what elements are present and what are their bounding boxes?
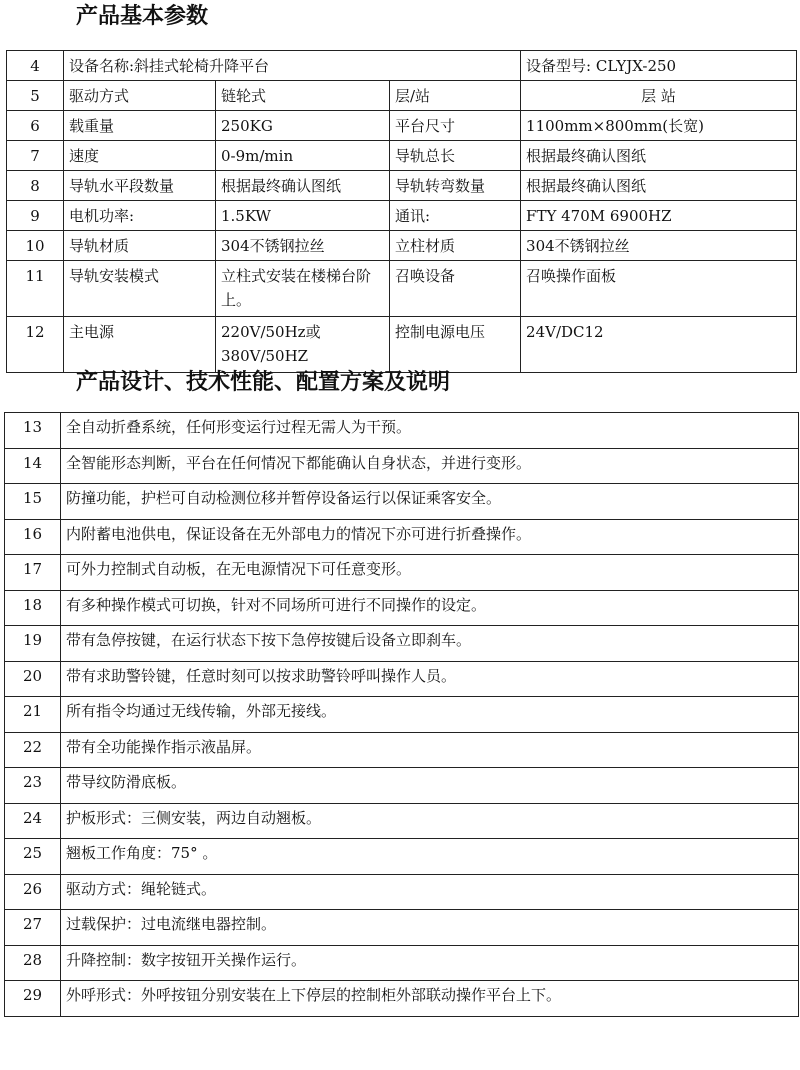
row-number: 25 [5,839,61,875]
param-value: 链轮式 [216,81,390,111]
param-row [7,81,797,111]
design-item-text: 驱动方式：绳轮链式。 [61,874,799,910]
design-item-text: 过载保护：过电流继电器控制。 [61,910,799,946]
design-item-row [5,945,799,981]
design-item-row [5,519,799,555]
design-item-text: 全智能形态判断，平台在任何情况下都能确认自身状态，并进行变形。 [61,448,799,484]
device-name: 设备名称:斜挂式轮椅升降平台 [64,51,521,81]
param-value: 1100mm×800mm(长宽) [521,111,797,141]
design-items-table [4,412,799,1017]
param-value: 0-9m/min [216,141,390,171]
row-number: 12 [7,317,64,373]
param-value: 304不锈钢拉丝 [521,231,797,261]
design-item-row [5,590,799,626]
param-label: 导轨水平段数量 [64,171,216,201]
row-number: 26 [5,874,61,910]
row-number: 24 [5,803,61,839]
device-model: 设备型号: CLYJX-250 [521,51,797,81]
param-label: 立柱材质 [390,231,521,261]
row-number: 17 [5,555,61,591]
design-item-text: 可外力控制式自动板，在无电源情况下可任意变形。 [61,555,799,591]
row-number: 20 [5,661,61,697]
design-item-row [5,697,799,733]
param-row [7,51,797,81]
row-number: 21 [5,697,61,733]
design-item-text: 有多种操作模式可切换，针对不同场所可进行不同操作的设定。 [61,590,799,626]
param-label: 载重量 [64,111,216,141]
param-value: 召唤操作面板 [521,261,797,317]
param-label: 驱动方式 [64,81,216,111]
design-item-text: 升降控制：数字按钮开关操作运行。 [61,945,799,981]
row-number: 13 [5,413,61,449]
design-item-text: 护板形式：三侧安装，两边自动翘板。 [61,803,799,839]
basic-params-table [6,50,797,373]
row-number: 16 [5,519,61,555]
param-label: 速度 [64,141,216,171]
param-label: 通讯: [390,201,521,231]
param-value: 1.5KW [216,201,390,231]
row-number: 18 [5,590,61,626]
design-item-text: 所有指令均通过无线传输，外部无接线。 [61,697,799,733]
param-row [7,141,797,171]
param-label: 导轨总长 [390,141,521,171]
param-label: 导轨安装模式 [64,261,216,317]
design-item-row [5,413,799,449]
row-number: 28 [5,945,61,981]
row-number: 6 [7,111,64,141]
row-number: 9 [7,201,64,231]
design-item-row [5,448,799,484]
design-item-row [5,803,799,839]
param-value: 250KG [216,111,390,141]
design-item-row [5,484,799,520]
row-number: 10 [7,231,64,261]
design-item-row [5,732,799,768]
design-item-row [5,874,799,910]
design-item-text: 外呼形式：外呼按钮分别安装在上下停层的控制柜外部联动操作平台上下。 [61,981,799,1017]
row-number: 29 [5,981,61,1017]
param-value: 根据最终确认图纸 [521,171,797,201]
row-number: 19 [5,626,61,662]
row-number: 8 [7,171,64,201]
param-row [7,201,797,231]
param-value: 220V/50Hz或380V/50HZ [216,317,390,373]
param-row [7,231,797,261]
row-number: 14 [5,448,61,484]
param-label: 控制电源电压 [390,317,521,373]
row-number: 23 [5,768,61,804]
row-number: 5 [7,81,64,111]
row-number: 22 [5,732,61,768]
param-label: 层/站 [390,81,521,111]
row-number: 27 [5,910,61,946]
design-item-row [5,555,799,591]
param-row [7,171,797,201]
design-item-text: 全自动折叠系统，任何形变运行过程无需人为干预。 [61,413,799,449]
param-value: 根据最终确认图纸 [216,171,390,201]
row-number: 4 [7,51,64,81]
param-row [7,317,797,373]
param-value: 立柱式安装在楼梯台阶上。 [216,261,390,317]
design-item-row [5,981,799,1017]
section-basic-title: 产品基本参数 [76,4,209,29]
design-item-text: 带有急停按键，在运行状态下按下急停按键后设备立即刹车。 [61,626,799,662]
param-row [7,261,797,317]
design-item-text: 内附蓄电池供电，保证设备在无外部电力的情况下亦可进行折叠操作。 [61,519,799,555]
design-item-text: 防撞功能，护栏可自动检测位移并暂停设备运行以保证乘客安全。 [61,484,799,520]
param-label: 导轨材质 [64,231,216,261]
design-item-row [5,626,799,662]
param-value: 根据最终确认图纸 [521,141,797,171]
param-value: 304不锈钢拉丝 [216,231,390,261]
row-number: 7 [7,141,64,171]
design-item-text: 翘板工作角度：75° 。 [61,839,799,875]
row-number: 15 [5,484,61,520]
param-label: 平台尺寸 [390,111,521,141]
design-item-row [5,768,799,804]
design-item-row [5,839,799,875]
design-item-text: 带有求助警铃键，任意时刻可以按求助警铃呼叫操作人员。 [61,661,799,697]
design-item-text: 带有全功能操作指示液晶屏。 [61,732,799,768]
param-row [7,111,797,141]
row-number: 11 [7,261,64,317]
param-value: FTY 470M 6900HZ [521,201,797,231]
param-label: 召唤设备 [390,261,521,317]
design-item-row [5,910,799,946]
design-item-row [5,661,799,697]
param-value: 24V/DC12 [521,317,797,373]
param-label: 导轨转弯数量 [390,171,521,201]
param-label: 电机功率: [64,201,216,231]
design-item-text: 带导纹防滑底板。 [61,768,799,804]
param-label: 主电源 [64,317,216,373]
param-value: 层 站 [521,81,797,111]
section-design-title: 产品设计、技术性能、配置方案及说明 [76,370,451,395]
